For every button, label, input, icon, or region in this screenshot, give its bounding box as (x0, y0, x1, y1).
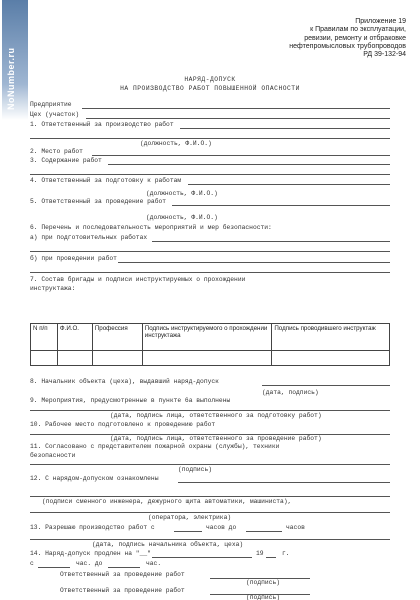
document-title: НАРЯД-ДОПУСК (184, 76, 236, 83)
table-cell[interactable] (272, 351, 390, 366)
caption-resp-conduct-1: (дата, подпись лица, ответственного за проведение работ) (110, 435, 322, 442)
appendix-header (216, 18, 406, 59)
field-4-label: 4. Ответственный за подготовку к работам (30, 177, 182, 184)
field-2-line[interactable] (92, 155, 390, 156)
field-13-label (30, 524, 155, 531)
field-14-part-b: 19 (256, 550, 264, 557)
field-13-to-line[interactable] (246, 531, 282, 532)
col-header-number: N п/п (31, 324, 58, 351)
field-10-label: 10. Рабочее место подготовлено к проведению работ (30, 421, 216, 428)
field-1-label: 1. Ответственный за производство работ (30, 121, 174, 128)
field-11-line[interactable] (30, 464, 390, 465)
caption-operator: (оператора, электрика) (148, 514, 232, 521)
field-14-from-label: с (30, 560, 34, 567)
field-3-line2[interactable] (30, 174, 390, 175)
field-enterprise-line[interactable] (82, 108, 390, 109)
field-3-line[interactable] (108, 164, 390, 165)
watermark-text: NoNumber.ru (6, 47, 16, 110)
field-11-label-line2: безопасности (30, 452, 76, 459)
field-1-line[interactable] (180, 128, 390, 129)
watermark-ribbon (2, 0, 28, 120)
caption-date-head: (дата, подпись начальника объекта, цеха) (92, 541, 244, 548)
field-14-date-line[interactable] (152, 557, 252, 558)
field-6b-line2[interactable] (30, 272, 390, 273)
col-header-profession: Профессия (92, 324, 142, 351)
header-line: Приложение 19 (355, 18, 406, 25)
field-6b-line[interactable] (118, 262, 390, 263)
field-12-label: 12. С нарядом-допуском ознакомлены (30, 475, 159, 482)
field-14-year-line[interactable] (266, 557, 276, 558)
field-6a-line[interactable] (152, 241, 390, 242)
field-14-part-a: 14. Наряд-допуск продлен на "__" (30, 550, 151, 557)
field-4-line[interactable] (188, 184, 390, 185)
field-8-line[interactable] (262, 385, 390, 386)
field-shop-label: Цех (участок) (30, 111, 80, 118)
field-13-from-line[interactable] (174, 531, 202, 532)
field-14-hours-label: час. до (76, 560, 103, 567)
field-13-part-a: 13. Разрешаю производство работ с (30, 524, 155, 531)
field-14-to-line[interactable] (108, 567, 140, 568)
table-cell[interactable] (92, 351, 142, 366)
field-5-label: 5. Ответственный за проведение работ (30, 198, 167, 205)
field-14-from-line[interactable] (38, 567, 70, 568)
col-header-signature-instructor: Подпись проводившего инструктаж (272, 324, 390, 351)
header-line: к Правилам по эксплуатации, (310, 26, 406, 34)
table-cell[interactable] (57, 351, 92, 366)
field-12-line2[interactable] (30, 496, 390, 497)
field-11-label-line1: 11. Согласовано с представителем пожарной охраны (службы), техники (30, 443, 280, 450)
field-13-part-c: часов (286, 524, 305, 531)
col-header-signature-briefed: Подпись инструктируемого о прохождении инструктажа (142, 324, 272, 351)
field-6-label: 6. Перечень и последовательность мероприятий и мер безопасности: (30, 224, 272, 231)
field-14-hours-label-2: час. (146, 560, 162, 567)
field-8-label: 8. Начальник объекта (цеха), выдавший наряд-допуск (30, 378, 219, 385)
caption-shift-engineer: (подписи сменного инженера, дежурного щита автоматики, машиниста), (42, 498, 292, 505)
document-subtitle: НА ПРОИЗВОДСТВО РАБОТ ПОВЫШЕННОЙ ОПАСНОСТИ (120, 85, 300, 92)
field-7-label-line2: инструктажа: (30, 285, 76, 292)
field-13-line2[interactable] (30, 539, 390, 540)
field-14-part-c: г. (282, 550, 290, 557)
field-12-line3[interactable] (30, 512, 390, 513)
field-9-line[interactable] (30, 410, 390, 411)
caption-sign-2: (подпись) (246, 579, 281, 586)
field-6b-label: б) при проведении работ (30, 255, 117, 262)
table-header-row (31, 324, 390, 351)
field-6a-line2[interactable] (30, 251, 390, 252)
table-row (31, 351, 390, 366)
briefing-table (30, 323, 390, 366)
field-5-line[interactable] (172, 205, 390, 206)
field-shop-line[interactable] (86, 118, 390, 119)
resp-conduct-1-label: Ответственный за проведение работ (60, 571, 185, 578)
caption-position-fio-2: (должность, Ф.И.О.) (146, 190, 218, 197)
table-cell[interactable] (142, 351, 272, 366)
field-6a-label: а) при подготовительных работах (30, 234, 148, 241)
field-7-label-line1: 7. Состав бригады и подписи инструктируемых о прохождении (30, 276, 246, 283)
field-1-line2[interactable] (30, 138, 390, 139)
header-line: РД 39-132-94 (363, 51, 406, 59)
field-9-label: 9. Мероприятия, предусмотренные в пункте 6а выполнены (30, 397, 231, 404)
header-line: нефтепромысловых трубопроводов (289, 42, 406, 50)
caption-position-fio-1: (должность, Ф.И.О.) (140, 140, 212, 147)
caption-sign-3: (подпись) (246, 594, 281, 600)
col-header-fio: Ф.И.О. (57, 324, 92, 351)
caption-resp-prep: (дата, подпись лица, ответственного за подготовку работ) (110, 412, 322, 419)
field-3-label: 3. Содержание работ (30, 157, 102, 164)
field-13-part-b: часов до (206, 524, 237, 531)
header-line: ревизии, ремонту и отбраковке (304, 34, 406, 42)
caption-date-sign-1: (дата, подпись) (262, 389, 319, 396)
resp-conduct-2-label: Ответственный за проведение работ (60, 587, 185, 594)
field-12-line[interactable] (178, 482, 390, 483)
table-cell[interactable] (31, 351, 58, 366)
field-2-label: 2. Место работ (30, 148, 83, 155)
caption-position-fio-3: (должность, Ф.И.О.) (146, 214, 218, 221)
field-enterprise-label: Предприятие (30, 101, 72, 108)
caption-sign-1: (подпись) (178, 466, 213, 473)
